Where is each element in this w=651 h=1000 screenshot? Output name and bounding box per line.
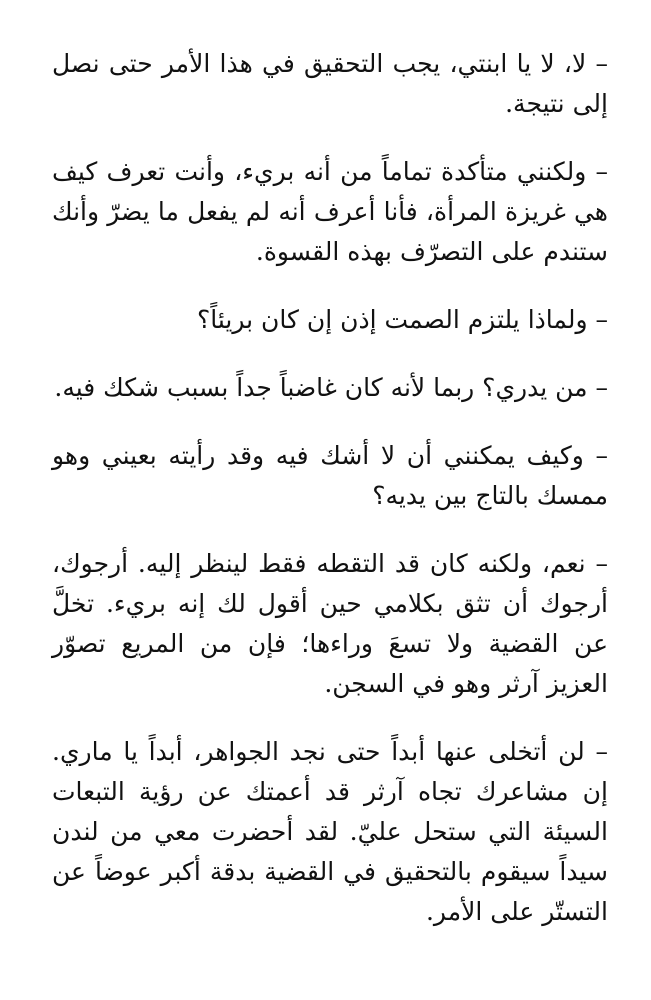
book-page [52,44,608,960]
dialogue-paragraph-2: – ولكنني متأكدة تماماً من أنه بريء، وأنت تعرف كيف هي غريزة المرأة، فأنا أعرف أنه لم يفعل ما يضرّ وأنك ستندم على التصرّف بهذه القسوة. [52,157,608,266]
dialogue-paragraph-5: – وكيف يمكنني أن لا أشك فيه وقد رأيته بعيني وهو ممسك بالتاج بين يديه؟ [52,441,608,510]
dialogue-paragraph-6: – نعم، ولكنه كان قد التقطه فقط لينظر إليه. أرجوك، أرجوك أن تثق بكلامي حين أقول لك إنه بريء. تخلَّ عن القضية ولا تسعَ وراءها؛ فإن من المريع تصوّر العزيز آرثر وهو في السجن. [52,549,608,698]
dialogue-paragraph-4: – من يدري؟ ربما لأنه كان غاضباً جداً بسبب شكك فيه. [54,373,608,402]
dialogue-paragraph-3: – ولماذا يلتزم الصمت إذن إن كان بريئاً؟ [196,305,608,334]
dialogue-paragraph-7: – لن أتخلى عنها أبداً حتى نجد الجواهر، أبداً يا ماري. إن مشاعرك تجاه آرثر قد أعمتك عن رؤية التبعات السيئة التي ستحل عليّ. لقد أحضرت معي من لندن سيداً سيقوم بالتحقيق في القضية بدقة أكبر عوضاً عن التستّر على الأمر. [52,737,608,926]
dialogue-paragraph-1: – لا، لا يا ابنتي، يجب التحقيق في هذا الأمر حتى نصل إلى نتيجة. [52,49,608,118]
